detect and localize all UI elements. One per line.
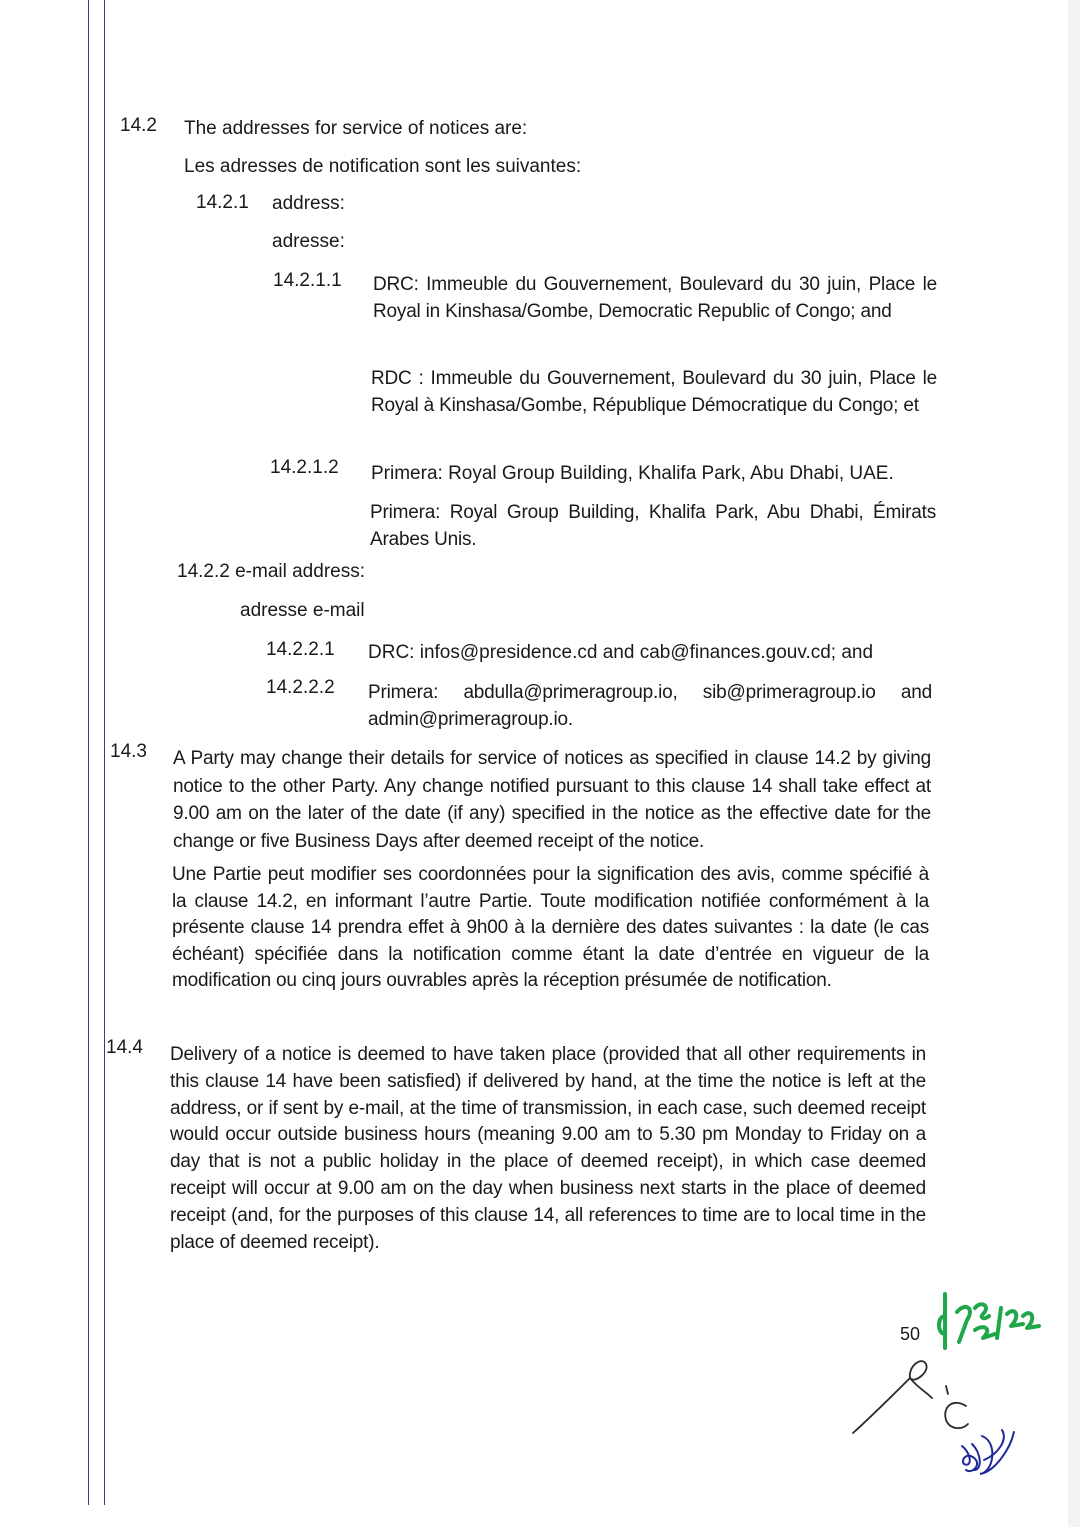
item-text-en: DRC: Immeuble du Gouvernement, Boulevard du 30 juin, Place le Royal in Kinshasa/Gombe, Democratic Republic of Congo; and (373, 274, 937, 322)
item-text: DRC: infos@presidence.cd and cab@finances.gouv.cd; and (368, 642, 874, 663)
subclause-heading (177, 560, 365, 584)
subclause-number: 14.2.1 (196, 192, 249, 213)
clause-number: 14.3 (110, 741, 147, 762)
item-text-en: Primera: Royal Group Building, Khalifa Park, Abu Dhabi, UAE. (371, 463, 894, 484)
page-number: 50 (900, 1324, 921, 1344)
subclause-number: 14.2.2 (177, 561, 230, 582)
item-text-fr: RDC : Immeuble du Gouvernement, Boulevard du 30 juin, Place le Royal à Kinshasa/Gombe, République Démocratique du Congo; et (371, 368, 937, 416)
clause-text-fr: Une Partie peut modifier ses coordonnées pour la signification des avis, comme spécifié à la clause 14.2, en informant l’autre Partie. Toute modification notifiée conformément à la présente clause 14 prendra effet à 9h00 à la dernière des dates suivantes : la date (le cas échéant) spécifiée dans la notification comme étant la date d’entrée en vigueur de la modification ou cinq jours ouvrables après la réception présumée de notification. (172, 864, 929, 991)
item-number: 14.2.1.1 (273, 270, 342, 291)
margin-line-left (88, 0, 89, 1505)
black-signature-icon (850, 1348, 970, 1448)
item-number: 14.2.2.1 (266, 639, 335, 660)
scan-edge (1068, 0, 1080, 1527)
item-number: 14.2.2.2 (266, 677, 335, 698)
subclause-label-fr: adresse: (272, 231, 345, 252)
green-initials-icon (935, 1286, 1045, 1356)
subclause-label-en: address: (272, 193, 345, 214)
blue-signature-icon (958, 1420, 1028, 1485)
item-text-fr: Primera: Royal Group Building, Khalifa Park, Abu Dhabi, Émirats Arabes Unis. (370, 502, 936, 550)
subclause-label-fr: adresse e-mail (240, 600, 365, 621)
item-text: Primera: abdulla@primeragroup.io, sib@primeragroup.io and admin@primeragroup.io. (368, 682, 932, 730)
clause-text-en: Delivery of a notice is deemed to have taken place (provided that all other requirements in this clause 14 have been satisfied) if delivered by hand, at the time the notice is left at the address, or if sent by e-mail, at the time of transmission, in each case, such deemed receipt would occur outside business hours (meaning 9.00 am to 5.30 pm Monday to Friday on a day that is not a public holiday in the place of deemed receipt), in which case deemed receipt will occur at 9.00 am on the day when business next starts in the place of deemed receipt (and, for the purposes of this clause 14, all references to time are to local time in the place of deemed receipt). (170, 1044, 926, 1253)
clause-text-en: A Party may change their details for service of notices as specified in clause 14.2 by giving notice to the other Party. Any change notified pursuant to this clause 14 shall take effect at 9.00 am on the later of the date (if any) specified in the notice as the effective date for the change or five Business Days after deemed receipt of the notice. (173, 748, 931, 852)
item-number: 14.2.1.2 (270, 457, 339, 478)
clause-heading-fr: Les adresses de notification sont les suivantes: (184, 156, 582, 177)
clause-number: 14.2 (120, 115, 157, 136)
margin-line-right (104, 0, 105, 1505)
clause-number: 14.4 (106, 1037, 143, 1058)
clause-heading-en: The addresses for service of notices are: (184, 118, 528, 139)
subclause-label-en: e-mail address: (235, 561, 365, 582)
